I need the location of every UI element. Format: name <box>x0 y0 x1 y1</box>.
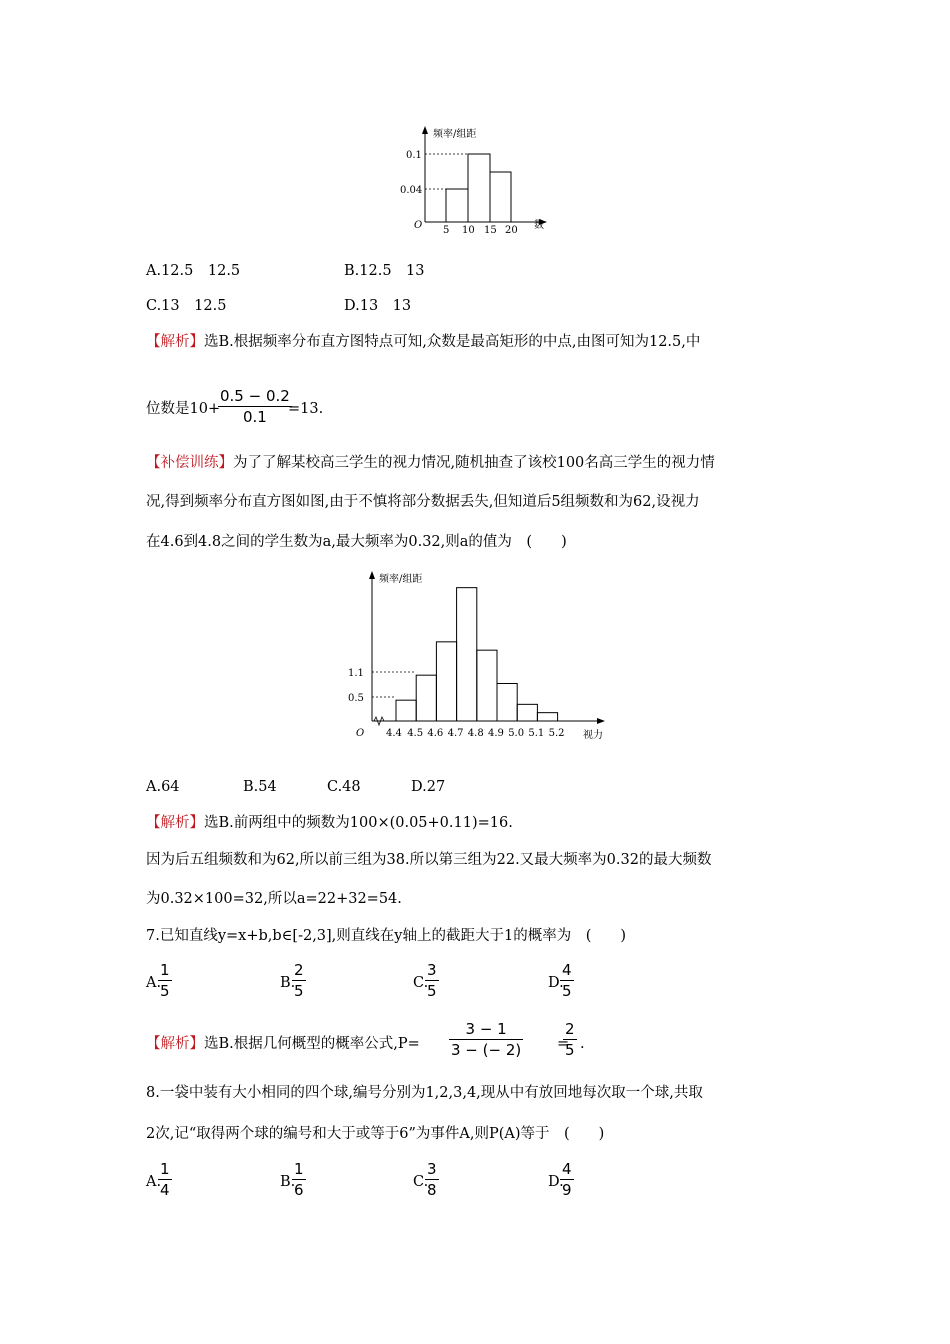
q8-option-b-letter: B. <box>280 1174 296 1190</box>
x-tick-5: 5 <box>443 225 450 235</box>
q8-option-d-letter: D. <box>548 1174 564 1190</box>
y-axis-label: 频率/组距 <box>433 129 477 140</box>
analysis-tag: 【解析】 <box>146 815 204 831</box>
x-tick-15: 15 <box>484 225 497 235</box>
bar-4.4-4.5 <box>396 700 416 721</box>
q7-option-b-fraction: 2 5 <box>294 961 304 1000</box>
analysis-2-line-1: 【解析】选B.前两组中的频数为100×(0.05+0.11)=16. <box>146 815 513 831</box>
x-tick-5.1: 5.1 <box>528 728 545 739</box>
bar-4.7-4.8 <box>457 588 477 721</box>
y-tick-0.5: 0.5 <box>348 693 364 704</box>
origin-label: O <box>414 220 423 231</box>
supplement-line-1: 【补偿训练】为了了解某校高三学生的视力情况,随机抽查了该校100名高三学生的视力情 <box>146 455 715 471</box>
x-tick-4.4: 4.4 <box>386 728 402 739</box>
bar-5.1-5.2 <box>537 713 557 721</box>
q7-option-b-letter: B. <box>280 975 296 991</box>
q7-option-d-letter: D. <box>548 975 564 991</box>
option-a: A.12.5 12.5 <box>146 263 241 279</box>
x-tick-10: 10 <box>462 225 475 235</box>
x-axis-label: 视力 <box>583 730 603 741</box>
option-d: D.27 <box>411 779 446 795</box>
q7-option-d-fraction: 4 5 <box>562 961 572 1000</box>
histogram-2 <box>340 566 615 746</box>
x-tick-4.7: 4.7 <box>447 728 464 739</box>
option-c: C.48 <box>327 779 361 795</box>
bar-4.5-4.6 <box>416 675 436 721</box>
bar-10-15 <box>468 154 490 222</box>
histogram-1 <box>395 120 555 235</box>
analysis-3-text: 【解析】选B.根据几何概型的概率公式,P= <box>146 1036 420 1052</box>
question-8-line-2: 2次,记“取得两个球的编号和大于或等于6”为事件A,则P(A)等于 ( ) <box>146 1126 605 1142</box>
fraction-probability: 3 − 1 3 − (− 2) <box>451 1020 522 1059</box>
supplement-line-3: 在4.6到4.8之间的学生数为a,最大频率为0.32,则a的值为 ( ) <box>146 534 567 550</box>
x-tick-4.5: 4.5 <box>407 728 424 739</box>
fraction-median: 0.5 − 0.2 0.1 <box>220 387 290 426</box>
q8-option-b-fraction: 1 6 <box>294 1160 304 1199</box>
x-axis-label: 数 <box>534 220 544 231</box>
q8-option-c-letter: C. <box>413 1174 429 1190</box>
fraction-result: 2 5 <box>565 1020 575 1059</box>
bar-15-20 <box>490 172 511 222</box>
analysis-1-line-1: 【解析】选B.根据频率分布直方图特点可知,众数是最高矩形的中点,由图可知为12.5,中 <box>146 334 701 350</box>
bar-4.8-4.9 <box>477 650 497 721</box>
q7-option-a-letter: A. <box>146 975 162 991</box>
bar-4.6-4.7 <box>436 642 456 721</box>
bar-5.0-5.1 <box>517 704 537 721</box>
x-tick-4.8: 4.8 <box>467 728 484 739</box>
analysis-tag: 【解析】 <box>146 1036 204 1052</box>
analysis-2-line-3: 为0.32×100=32,所以a=22+32=54. <box>146 891 402 907</box>
supplement-line-2: 况,得到频率分布直方图如图,由于不慎将部分数据丢失,但知道后5组频数和为62,设视力 <box>146 494 700 510</box>
analysis-2-line-2: 因为后五组频数和为62,所以前三组为38.所以第三组为22.又最大频率为0.32的最大频数 <box>146 852 712 868</box>
y-tick-0.1: 0.1 <box>406 150 422 161</box>
analysis-1-line-2-suffix: =13. <box>288 401 324 417</box>
q7-option-c-fraction: 3 5 <box>427 961 437 1000</box>
origin-label: O <box>356 728 365 739</box>
x-tick-4.6: 4.6 <box>427 728 444 739</box>
option-b: B.12.5 13 <box>344 263 425 279</box>
q8-option-a-letter: A. <box>146 1174 162 1190</box>
x-tick-5.0: 5.0 <box>508 728 525 739</box>
equals-sign: = <box>557 1036 570 1052</box>
x-tick-4.9: 4.9 <box>488 728 504 739</box>
option-b: B.54 <box>243 779 277 795</box>
period: . <box>580 1036 585 1052</box>
supplement-tag: 【补偿训练】 <box>146 455 233 471</box>
option-c: C.13 12.5 <box>146 298 227 314</box>
analysis-1-line-2-prefix: 位数是10+ <box>146 401 221 417</box>
bar-5-10 <box>446 189 468 222</box>
question-7-stem: 7.已知直线y=x+b,b∈[-2,3],则直线在y轴上的截距大于1的概率为 ( ) <box>146 928 627 944</box>
q8-option-d-fraction: 4 9 <box>562 1160 572 1199</box>
bar-4.9-5.0 <box>497 684 517 722</box>
analysis-tag: 【解析】 <box>146 334 204 350</box>
y-axis-label: 频率/组距 <box>379 574 423 585</box>
q7-option-c-letter: C. <box>413 975 429 991</box>
y-tick-0.04: 0.04 <box>400 185 423 196</box>
option-a: A.64 <box>146 779 180 795</box>
y-tick-1.1: 1.1 <box>348 668 364 679</box>
question-8-line-1: 8.一袋中装有大小相同的四个球,编号分别为1,2,3,4,现从中有放回地每次取一个球,共取 <box>146 1085 703 1101</box>
q8-option-c-fraction: 3 8 <box>427 1160 437 1199</box>
q7-option-a-fraction: 1 5 <box>160 961 170 1000</box>
option-d: D.13 13 <box>344 298 412 314</box>
q8-option-a-fraction: 1 4 <box>160 1160 170 1199</box>
x-tick-5.2: 5.2 <box>548 728 565 739</box>
x-tick-20: 20 <box>505 225 518 235</box>
